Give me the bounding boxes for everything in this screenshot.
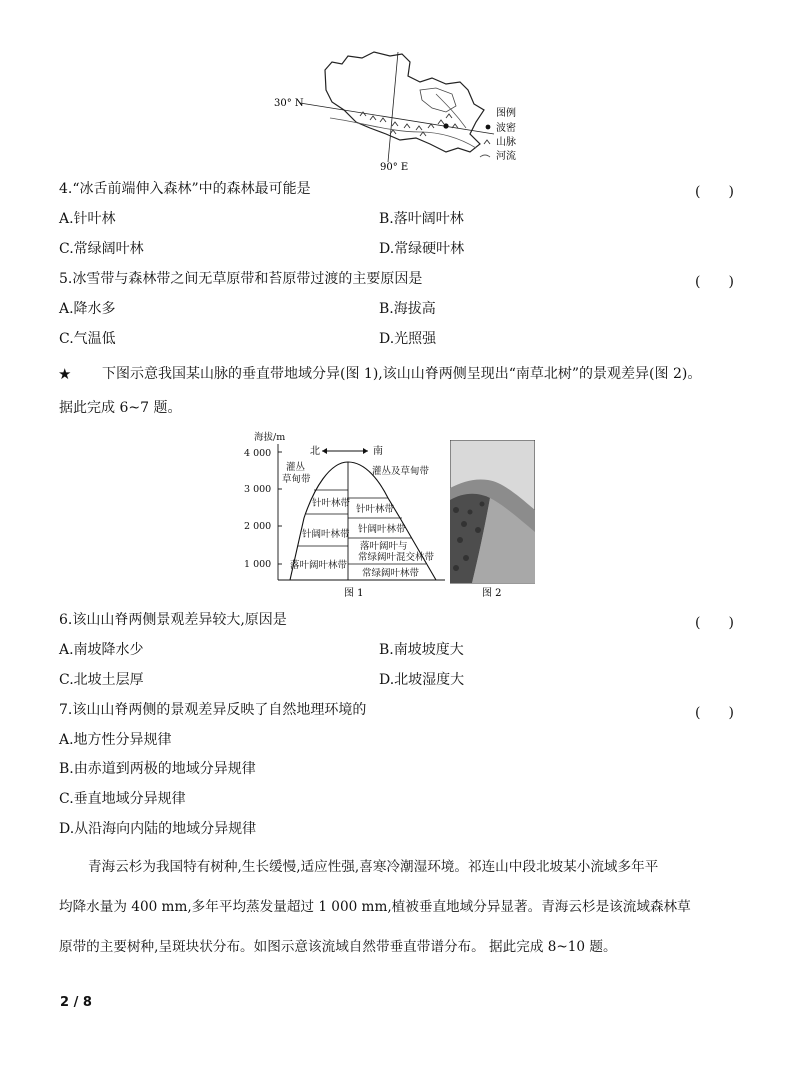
q4-answer-blank: ( ) — [695, 184, 734, 200]
legend-point-icon — [486, 125, 491, 130]
latitude-line — [300, 103, 494, 134]
y-tick-2000: 2 000 — [244, 521, 272, 532]
q5-option-d: D.光照强 — [379, 331, 437, 347]
intro1-line2: 据此完成 6~7 题。 — [59, 400, 182, 416]
y-tick-4000: 4 000 — [244, 448, 272, 459]
y-axis-label: 海拔/m — [254, 432, 286, 443]
figure-1-vertical-zones — [240, 426, 450, 598]
north-belt-mixed: 针阔叶林带 — [302, 529, 350, 540]
legend-item-mountain: 山脉 — [496, 137, 516, 148]
intro2-line3: 原带的主要树种,呈斑块状分布。如图示意该流域自然带垂直带谱分布。 据此完成 8~10 题。 — [59, 939, 617, 955]
lon-label: 90° E — [380, 162, 409, 173]
north-belt-shrub: 灌丛 — [286, 462, 306, 473]
intro2-line2: 均降水量为 400 mm,多年平均蒸发量超过 1 000 mm,植被垂直地域分异显著。青海云杉是该流域森林草 — [59, 899, 691, 915]
mountain-symbols — [360, 112, 458, 136]
q7-option-d: D.从沿海向内陆的地域分异规律 — [59, 821, 257, 837]
y-tick-1000: 1 000 — [244, 559, 272, 570]
longitude-line — [388, 52, 398, 162]
q5-option-b: B.海拔高 — [379, 301, 436, 317]
q6-stem: 6.该山山脊两侧景观差异较大,原因是 — [59, 612, 287, 628]
legend-item-river: 河流 — [496, 151, 516, 162]
figure-2-caption: 图 2 — [482, 588, 502, 598]
north-label: 北 — [310, 446, 320, 457]
q7-option-a: A.地方性分异规律 — [59, 732, 172, 748]
legend-title: 图例 — [496, 108, 516, 119]
south-label: 南 — [373, 446, 383, 457]
legend-item-bomi: 波密 — [496, 123, 516, 134]
map-outline — [325, 52, 484, 152]
bomi-point — [443, 123, 448, 128]
south-belt-evergreen: 常绿阔叶林带 — [362, 568, 420, 579]
q7-answer-blank: ( ) — [695, 705, 734, 721]
q5-stem: 5.冰雪带与森林带之间无草原带和苔原带过渡的主要原因是 — [59, 271, 423, 287]
q7-option-c: C.垂直地域分异规律 — [59, 791, 186, 807]
q6-answer-blank: ( ) — [695, 615, 734, 631]
q4-option-a: A.针叶林 — [59, 211, 116, 227]
q4-option-b: B.落叶阔叶林 — [379, 211, 464, 227]
south-belt-mixed: 针阔叶林带 — [358, 524, 406, 535]
intro1-line1: 下图示意我国某山脉的垂直带地域分异(图 1),该山山脊两侧呈现出“南草北树”的景观差异(图 2)。 — [102, 366, 702, 382]
north-belt-deciduous: 落叶阔叶林带 — [290, 560, 348, 571]
south-belt-shrub-meadow: 灌丛及草甸带 — [372, 466, 430, 477]
tibet-map — [270, 48, 530, 173]
page-number: 2 / 8 — [60, 995, 92, 1010]
q5-answer-blank: ( ) — [695, 274, 734, 290]
q7-stem: 7.该山山脊两侧的景观差异反映了自然地理环境的 — [59, 702, 367, 718]
q5-option-c: C.气温低 — [59, 331, 116, 347]
legend-mountain-icon — [484, 140, 490, 144]
north-belt-meadow: 草甸带 — [282, 474, 311, 485]
figure-2-photo — [450, 440, 535, 598]
south-belt-conifer: 针叶林带 — [356, 504, 395, 515]
q4-stem: 4.“冰舌前端伸入森林”中的森林最可能是 — [59, 181, 311, 197]
q4-option-d: D.常绿硬叶林 — [379, 241, 465, 257]
q4-option-c: C.常绿阔叶林 — [59, 241, 144, 257]
y-tick-3000: 3 000 — [244, 484, 272, 495]
north-belt-conifer: 针叶林带 — [312, 498, 351, 509]
south-belt-deciduous-evergreen-1: 落叶阔叶与 — [360, 541, 408, 552]
q6-option-a: A.南坡降水少 — [59, 642, 144, 658]
q6-option-d: D.北坡湿度大 — [379, 672, 465, 688]
q6-option-b: B.南坡坡度大 — [379, 642, 464, 658]
intro2-line1: 青海云杉为我国特有树种,生长缓慢,适应性强,喜寒冷潮湿环境。祁连山中段北坡某小流域多年平 — [88, 859, 659, 875]
q5-option-a: A.降水多 — [59, 301, 116, 317]
q6-option-c: C.北坡土层厚 — [59, 672, 144, 688]
legend-river-icon — [480, 155, 490, 157]
q7-option-b: B.由赤道到两极的地域分异规律 — [59, 761, 256, 777]
lat-label: 30° N — [274, 98, 304, 109]
figure-1-caption: 图 1 — [344, 588, 364, 598]
south-belt-deciduous-evergreen-2: 常绿阔叶混交林带 — [358, 552, 435, 563]
star-mark: ★ — [58, 365, 72, 383]
